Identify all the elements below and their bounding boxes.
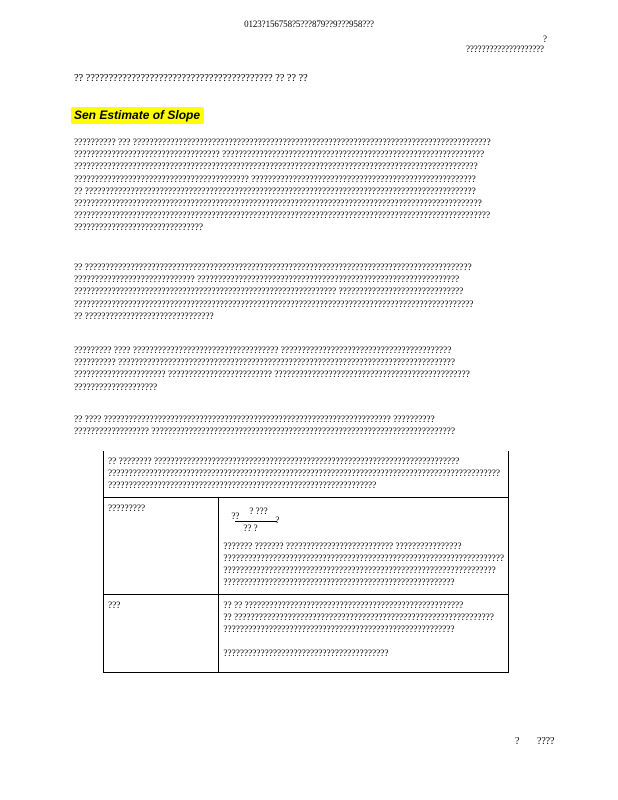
- table-text-line: ?? ?? ?????????????????????????????????????????????????????: [223, 601, 464, 611]
- row-label: ?????????: [108, 504, 146, 514]
- table-text-line: ??????????????????????????????????????????????????????????????????: [223, 566, 496, 576]
- paragraph-2: [74, 262, 554, 323]
- paragraph-line: ?????????????????????????????????????????? ??????????????????????????????????????????????????????: [74, 174, 476, 185]
- footer-mark: ?: [515, 736, 520, 747]
- paragraph-line: ????????????????????????????? ???????????????????????????????????????????????????????????????: [74, 275, 460, 286]
- table-text-line: ??????? ??????? ?????????????????????????? ????????????????: [223, 542, 462, 552]
- paragraph-line: ??????????????????????????????????????????????????????????????????????????????????????????????????: [74, 198, 482, 209]
- paragraph-line: ?????????????????????????????????????????????????????????????????????????????????????????????????: [74, 162, 478, 173]
- table-cell: [219, 595, 509, 673]
- department-name: ????????????????????: [466, 44, 544, 54]
- table-row: [104, 498, 509, 595]
- paragraph-line: ??????????????????????????????????? ???????????????????????????????????????????????????????????????: [74, 150, 485, 161]
- table-text-line: ????????????????????????????????????????????????????????: [223, 578, 455, 588]
- table-text-line: ????????????????????????????????????????????????????????????????????: [223, 554, 504, 564]
- page-number: ????: [537, 736, 555, 747]
- intro-line: ?? ????????????????????????????????????????? ?? ?? ??: [74, 73, 308, 84]
- paragraph-line: ?? ???????????????????????????????: [74, 311, 214, 322]
- table-cell: [104, 451, 509, 498]
- table-text-line: ????????????????????????????????????????????????????????: [223, 625, 455, 635]
- table-label-cell: [104, 595, 219, 673]
- paragraph-line: ?? ?????????????????????????????????????????????????????????????????????????????????????????????: [74, 263, 472, 273]
- header-mark: ?: [543, 34, 547, 44]
- table-text-line: ?????????????????????????????????????????????????????????????????: [108, 481, 377, 491]
- row-label: ???: [108, 601, 121, 611]
- paragraph-line: ????????????????????????????????????????????????????????????????????????????????????????????????: [74, 299, 474, 310]
- paragraph-line: ???????????????????????????????: [74, 223, 203, 234]
- paragraph-line: ?? ???? ????????????????????????????????????????????????????????????????????? ??????????: [74, 415, 435, 425]
- fraction-bar: [235, 521, 277, 522]
- paragraph-line: ????????????????????: [74, 382, 158, 393]
- paragraph-line: ????????????????????????????????????????????????????????????????????????????????????????????????????: [74, 211, 491, 222]
- slope-formula: [231, 503, 504, 535]
- formula-suffix: ?: [275, 515, 280, 525]
- definition-table: [103, 451, 509, 673]
- paragraph-3: [74, 345, 554, 394]
- paragraph-line: ??????????????????????????????????????????????????????????????? ??????????????????????????????: [74, 287, 464, 298]
- paragraph-line: ?????????? ??? ??????????????????????????????????????????????????????????????????????????????????????: [74, 138, 491, 148]
- paragraph-line: ?????????????????? ?????????????????????????????????????????????????????????????????????????: [74, 427, 456, 438]
- table-text-line: [223, 636, 504, 648]
- paragraph-line: ?????????????????????? ????????????????????????? ???????????????????????????????????????????????: [74, 370, 470, 381]
- formula-numerator: ? ???: [249, 506, 268, 516]
- table-text-line: ?? ???????????????????????????????????????????????????????????????: [223, 613, 494, 623]
- paragraph-4: [74, 414, 554, 438]
- table-row: [104, 595, 509, 673]
- table-row: [104, 451, 509, 498]
- document-code: 0123?156758?5???879??9???958???: [244, 19, 374, 29]
- paragraph-line: ????????? ???? ??????????????????????????????????? ?????????????????????????????????????????: [74, 346, 452, 356]
- paragraph-line: ?????????? ?????????????????????????????????????????????????????????????????????????????????: [74, 358, 456, 369]
- formula-denominator: ?? ?: [243, 523, 258, 533]
- formula-prefix: ??: [231, 511, 240, 521]
- table-label-cell: [104, 498, 219, 595]
- paragraph-1: [74, 137, 554, 235]
- table-text-line: ????????????????????????????????????????: [223, 649, 389, 659]
- paragraph-line: ?? ??????????????????????????????????????????????????????????????????????????????????????????????: [74, 186, 476, 197]
- table-cell: [219, 498, 509, 595]
- section-title: Sen Estimate of Slope: [71, 107, 204, 124]
- table-text-line: ???????????????????????????????????????????????????????????????????????????????????????????????: [108, 469, 501, 479]
- table-text-line: ?? ???????? ??????????????????????????????????????????????????????????????????????????: [108, 457, 460, 467]
